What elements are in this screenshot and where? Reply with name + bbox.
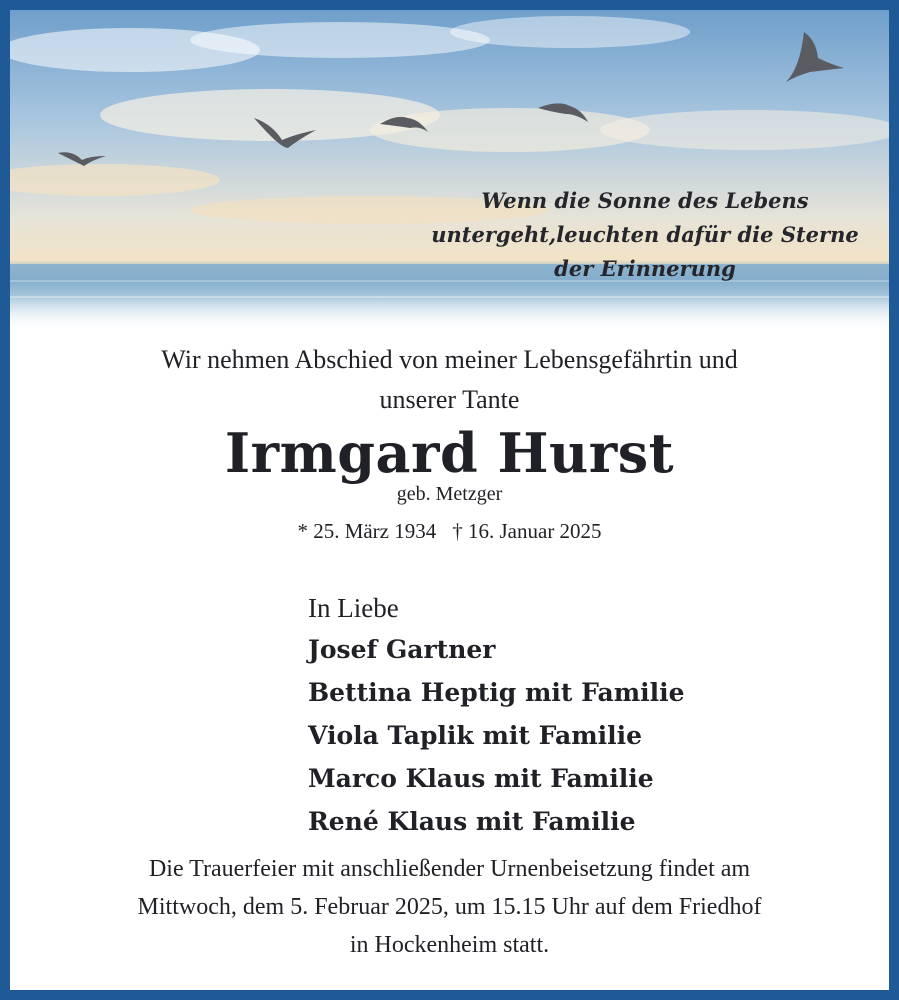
announcement [10, 340, 889, 546]
mourner-name: Marco Klaus mit Familie [308, 764, 654, 793]
maiden-name: geb. Metzger [396, 483, 503, 505]
life-dates [10, 516, 889, 546]
mourners-lead: In Liebe [308, 593, 399, 623]
deceased-name: Irmgard Hurst [224, 421, 675, 485]
sea-sky-banner [10, 10, 889, 328]
ceremony-line: in Hockenheim statt. [349, 932, 550, 958]
quote-line: Wenn die Sonne des Lebens [481, 188, 809, 213]
ceremony-line: Mittwoch, dem 5. Februar 2025, um 15.15 Uhr auf dem Friedhof [137, 894, 762, 920]
mourner-name: Viola Taplik mit Familie [308, 721, 643, 750]
mourner-name: Josef Gartner [308, 635, 496, 664]
intro-text [10, 340, 889, 420]
ceremony-line: Die Trauerfeier mit anschließender Urnenbeisetzung findet am [148, 856, 751, 882]
quote-line: der Erinnerung [554, 256, 736, 281]
ceremony-info [10, 850, 889, 964]
intro-line: unserer Tante [379, 385, 520, 414]
birth-date: * 25. März 1934 [297, 519, 437, 543]
intro-line: Wir nehmen Abschied von meiner Lebensgefährtin und [161, 345, 738, 374]
death-date: † 16. Januar 2025 [452, 519, 602, 543]
mourner-name: Bettina Heptig mit Familie [308, 678, 685, 707]
quote-line: untergeht,leuchten dafür die Sterne [431, 222, 859, 247]
mourners-list [308, 588, 685, 843]
mourner-name: René Klaus mit Familie [308, 807, 636, 836]
memorial-quote [410, 184, 880, 286]
